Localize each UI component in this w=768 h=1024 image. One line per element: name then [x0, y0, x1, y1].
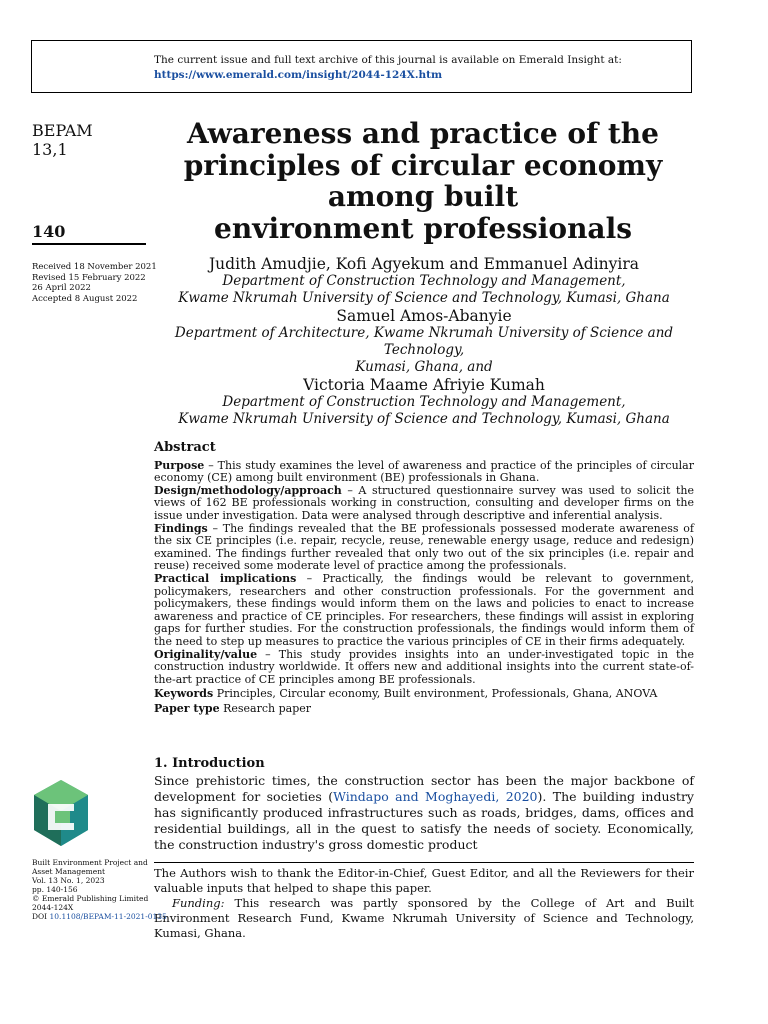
doi-label: DOI [32, 912, 50, 921]
keywords-label: Keywords [154, 687, 214, 701]
article-dates [32, 262, 157, 304]
abstract-heading: Abstract [154, 440, 216, 455]
findings-label: Findings [154, 521, 208, 535]
footnote [154, 866, 694, 941]
jinfo-line-5: © Emerald Publishing Limited [32, 894, 149, 903]
acknowledgement: The Authors wish to thank the Editor-in-Chief, Guest Editor, and all the Reviewers for their valuable inputs that helped to shape this paper. [154, 866, 694, 895]
abstract-practical [154, 573, 694, 649]
date-received: Received 18 November 2021 [32, 262, 157, 272]
abstract-purpose [154, 460, 694, 485]
design-label: Design/methodology/approach [154, 483, 342, 497]
originality-label: Originality/value [154, 647, 258, 661]
paper-type-text: Research paper [219, 701, 312, 715]
author-names-3: Victoria Maame Afriyie Kumah [303, 376, 545, 394]
findings-text: – The findings revealed that the BE professionals possessed moderate awareness of the six CE principles (i.e. repair, recycle, reuse, renewable energy usage, reduce and redesign) examined. The findings further revealed that only two out of the six principles (i.e. repair and reuse) received some moderate level of practice among the professionals. [154, 521, 694, 573]
jinfo-line-4: pp. 140-156 [32, 885, 78, 894]
title-line-1: Awareness and practice of the [187, 117, 659, 150]
funding-note [154, 896, 694, 941]
purpose-label: Purpose [154, 458, 205, 472]
purpose-text: – This study examines the level of awareness and practice of the principles of circular economy (CE) among built environment (BE) professionals in Ghana. [154, 458, 694, 485]
author-names-2: Samuel Amos-Abanyie [336, 307, 512, 325]
footnote-rule [154, 862, 694, 863]
journal-info [32, 858, 167, 921]
date-revised-2: 26 April 2022 [32, 283, 91, 293]
title-line-3: among built [327, 180, 519, 213]
jinfo-line-1: Built Environment Project and [32, 858, 148, 867]
funding-label: Funding: [172, 896, 225, 910]
author-block [154, 255, 694, 428]
paper-type-label: Paper type [154, 701, 220, 715]
abstract-keywords [154, 688, 694, 701]
introduction-paragraph [154, 773, 694, 853]
banner-link[interactable]: https://www.emerald.com/insight/2044-124X.htm [154, 69, 443, 81]
citation-link[interactable]: Windapo and Moghayedi, 2020 [333, 789, 538, 804]
abstract-findings [154, 523, 694, 573]
keywords-text: Principles, Circular economy, Built environment, Professionals, Ghana, ANOVA [213, 687, 658, 701]
title-line-2: principles of circular economy [183, 148, 663, 182]
abstract-originality [154, 649, 694, 687]
abstract-section [154, 442, 694, 715]
date-revised-1: Revised 15 February 2022 [32, 272, 146, 283]
introduction-section [154, 756, 694, 853]
journal-abbr-text: BEPAM [32, 121, 93, 140]
title-line-4: environment professionals [214, 211, 632, 245]
affiliation-3a: Department of Construction Technology and Management, [222, 394, 626, 410]
design-text: – A structured questionnaire survey was used to solicit the views of 162 BE professionals working in construction, consulting and developer firms on the issue under investigation. Data were analysed through descriptive and inferential analysis. [154, 483, 694, 522]
affiliation-3b: Kwame Nkrumah University of Science and Technology, Kumasi, Ghana [178, 411, 670, 427]
banner-text: The current issue and full text archive of this journal is available on Emerald Insight at: [154, 54, 622, 66]
publisher-logo-icon [30, 778, 92, 848]
journal-abbreviation [32, 121, 93, 159]
affiliation-2a: Department of Architecture, Kwame Nkrumah University of Science and Technology, [174, 325, 674, 358]
originality-text: – This study provides insights into an under-investigated topic in the construction industry worldwide. It offers new and additional insights into the current state-of-the-art practice of CE principles among BE professionals. [154, 647, 694, 686]
page-number-rule [32, 243, 146, 245]
affiliation-1b: Kwame Nkrumah University of Science and Technology, Kumasi, Ghana [178, 290, 670, 306]
intro-text-after: ). The building industry has significantly produced infrastructures such as roads, bridges, dams, offices and residential buildings, all in the quest to satisfy the needs of society. Economically, the construction industry's gross domestic product [154, 789, 694, 852]
journal-volume: 13,1 [32, 140, 68, 159]
doi-link[interactable]: 10.1108/BEPAM-11-2021-0135 [49, 912, 167, 921]
jinfo-line-6: 2044-124X [32, 903, 74, 912]
jinfo-line-3: Vol. 13 No. 1, 2023 [32, 876, 105, 885]
author-names-1: Judith Amudjie, Kofi Agyekum and Emmanuel Adinyira [208, 255, 640, 273]
funding-text: This research was partly sponsored by the College of Art and Built Environment Research Fund, Kwame Nkrumah University of Science and Technology, Kumasi, Ghana. [154, 896, 694, 940]
article-title [160, 118, 686, 244]
page-number: 140 [32, 222, 66, 241]
affiliation-1a: Department of Construction Technology and Management, [222, 273, 626, 289]
jinfo-doi [32, 912, 167, 921]
affiliation-2b: Kumasi, Ghana, and [355, 359, 493, 375]
journal-banner [31, 40, 692, 93]
jinfo-line-2: Asset Management [32, 867, 106, 876]
abstract-design [154, 485, 694, 523]
date-accepted: Accepted 8 August 2022 [32, 293, 138, 304]
intro-text-before: Since prehistoric times, the construction sector has been the major backbone of development for societies ( [154, 773, 694, 804]
practical-text: – Practically, the findings would be relevant to government, policymakers, researchers and other construction professionals. For the government and policymakers, these findings would inform them on the laws and policies to enact to increase awareness and practice of CE principles. For researchers, these findings will assist in exploring gaps for further studies. For the construction professionals, the findings would inform them of the need to step up measures to practice the various principles of CE in their firms adequately. [154, 571, 694, 648]
practical-label: Practical implications [154, 571, 297, 585]
abstract-paper-type [154, 703, 694, 716]
introduction-heading: 1. Introduction [154, 756, 265, 771]
